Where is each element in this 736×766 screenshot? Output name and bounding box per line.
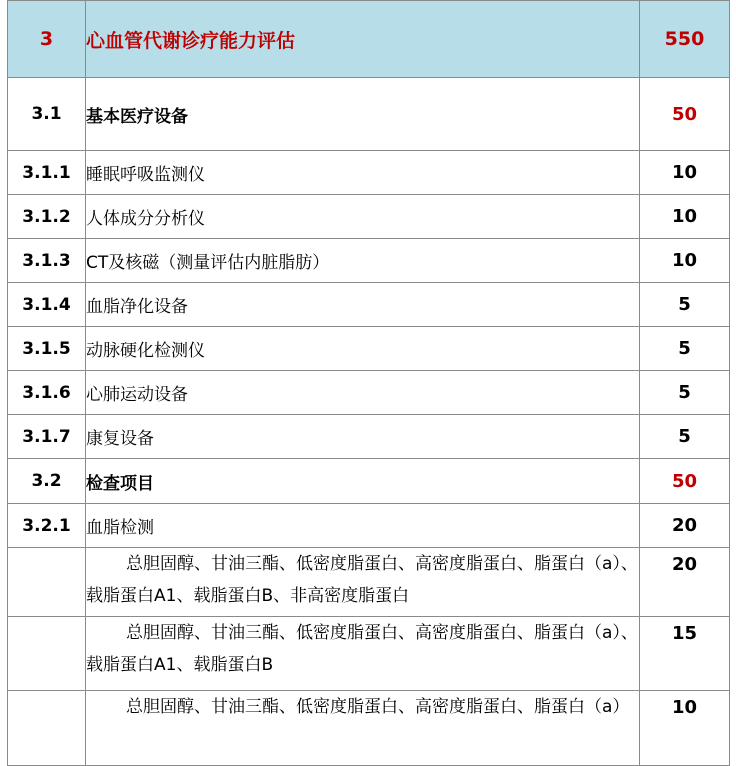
row-number bbox=[8, 691, 86, 766]
row-label bbox=[86, 548, 640, 617]
table-row bbox=[8, 239, 730, 283]
row-number: 3.2.1 bbox=[8, 504, 86, 548]
table-row bbox=[8, 691, 730, 766]
row-points: 10 bbox=[640, 195, 730, 239]
row-points: 5 bbox=[640, 415, 730, 459]
row-points: 5 bbox=[640, 283, 730, 327]
row-label bbox=[86, 691, 640, 766]
row-label: 人体成分分析仪 bbox=[86, 195, 640, 239]
row-number: 3.1.7 bbox=[8, 415, 86, 459]
row-label-text: 总胆固醇、甘油三酯、低密度脂蛋白、高密度脂蛋白、脂蛋白（a） bbox=[126, 697, 630, 717]
row-label: 康复设备 bbox=[86, 415, 640, 459]
row-label bbox=[86, 617, 640, 691]
table-row bbox=[8, 548, 730, 617]
row-points: 5 bbox=[640, 371, 730, 415]
row-label: 睡眠呼吸监测仪 bbox=[86, 151, 640, 195]
subsection-row bbox=[8, 78, 730, 151]
row-number: 3.1.1 bbox=[8, 151, 86, 195]
row-label: 血脂检测 bbox=[86, 504, 640, 548]
row-label-text: 总胆固醇、甘油三酯、低密度脂蛋白、高密度脂蛋白、脂蛋白（a）、载脂蛋白A1、载脂蛋白B bbox=[86, 623, 638, 675]
row-points: 15 bbox=[640, 617, 730, 691]
row-points: 50 bbox=[640, 459, 730, 504]
score-table bbox=[7, 0, 730, 766]
table-row bbox=[8, 283, 730, 327]
row-number: 3.2 bbox=[8, 459, 86, 504]
table-row bbox=[8, 327, 730, 371]
section-row bbox=[8, 1, 730, 78]
table-row bbox=[8, 151, 730, 195]
row-number: 3.1.4 bbox=[8, 283, 86, 327]
row-number: 3.1.6 bbox=[8, 371, 86, 415]
row-label: CT及核磁（测量评估内脏脂肪） bbox=[86, 239, 640, 283]
row-points: 20 bbox=[640, 548, 730, 617]
row-label: 心肺运动设备 bbox=[86, 371, 640, 415]
table-row bbox=[8, 195, 730, 239]
row-number bbox=[8, 548, 86, 617]
row-points: 550 bbox=[640, 1, 730, 78]
row-label: 心血管代谢诊疗能力评估 bbox=[86, 1, 640, 78]
table-row bbox=[8, 415, 730, 459]
row-label: 检查项目 bbox=[86, 459, 640, 504]
row-number: 3.1 bbox=[8, 78, 86, 151]
row-label: 动脉硬化检测仪 bbox=[86, 327, 640, 371]
row-number: 3.1.3 bbox=[8, 239, 86, 283]
row-points: 10 bbox=[640, 239, 730, 283]
row-number bbox=[8, 617, 86, 691]
row-points: 10 bbox=[640, 151, 730, 195]
row-label-text: 总胆固醇、甘油三酯、低密度脂蛋白、高密度脂蛋白、脂蛋白（a）、载脂蛋白A1、载脂蛋白B、非高密度脂蛋白 bbox=[86, 554, 638, 606]
row-points: 5 bbox=[640, 327, 730, 371]
row-label: 血脂净化设备 bbox=[86, 283, 640, 327]
table-row bbox=[8, 371, 730, 415]
table-row bbox=[8, 504, 730, 548]
subsection-row bbox=[8, 459, 730, 504]
row-label: 基本医疗设备 bbox=[86, 78, 640, 151]
row-number: 3.1.5 bbox=[8, 327, 86, 371]
row-number: 3.1.2 bbox=[8, 195, 86, 239]
row-points: 10 bbox=[640, 691, 730, 766]
row-points: 20 bbox=[640, 504, 730, 548]
row-points: 50 bbox=[640, 78, 730, 151]
table-row bbox=[8, 617, 730, 691]
row-number: 3 bbox=[8, 1, 86, 78]
